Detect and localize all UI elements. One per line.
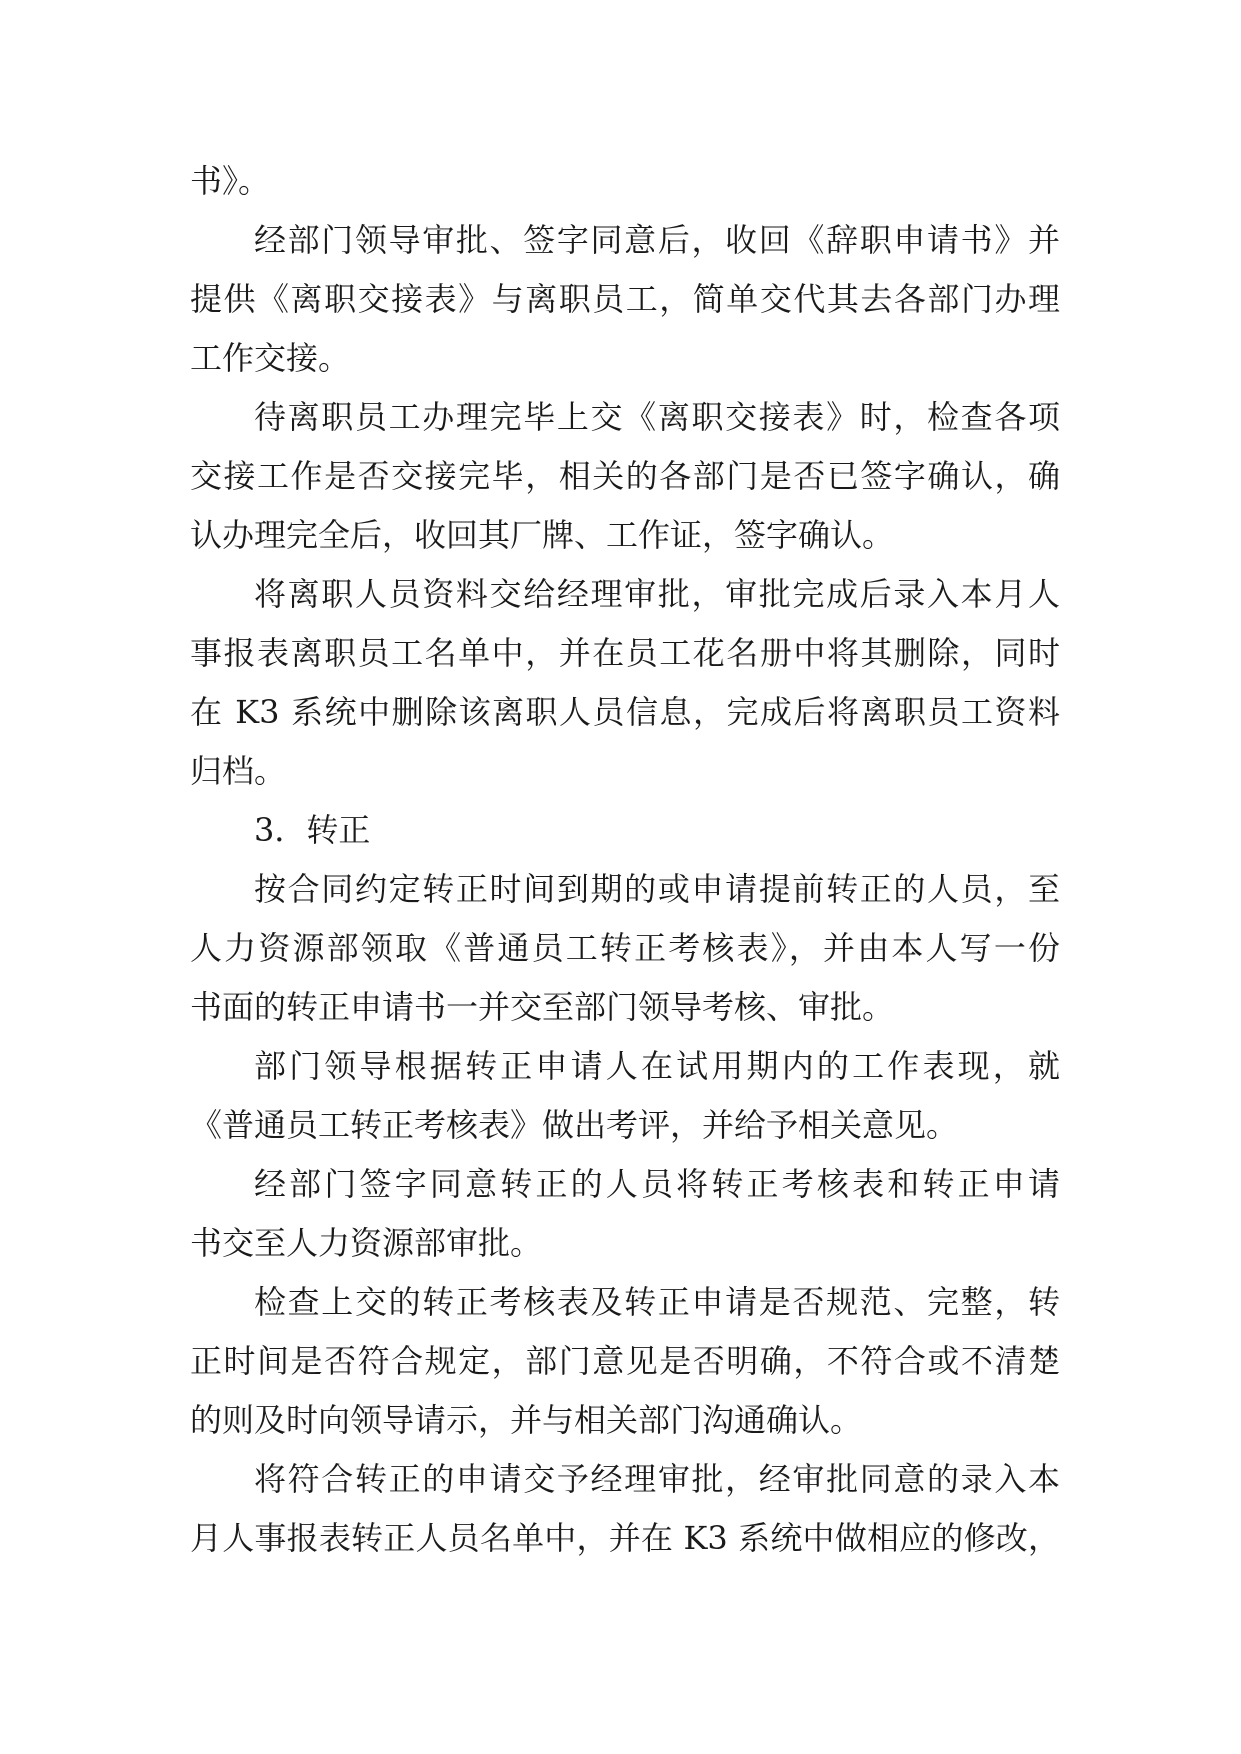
text-line: 正时间是否符合规定，部门意见是否明确，不符合或不清楚 [190,1342,1060,1380]
text-line: 按合同约定转正时间到期的或申请提前转正的人员，至 [254,870,1060,908]
text-line: 将符合转正的申请交予经理审批，经审批同意的录入本 [254,1460,1060,1498]
text-line: 提供《离职交接表》与离职员工，简单交代其去各部门办理 [190,280,1060,318]
text-line: 的则及时向领导请示，并与相关部门沟通确认。 [190,1401,863,1439]
text-line: 归档。 [190,752,287,790]
text-line: 《普通员工转正考核表》做出考评，并给予相关意见。 [190,1106,959,1144]
text-line: 部门领导根据转正申请人在试用期内的工作表现，就 [254,1047,1060,1085]
text-line: 将离职人员资料交给经理审批，审批完成后录入本月人 [254,575,1060,613]
text-line: 经部门签字同意转正的人员将转正考核表和转正申请 [254,1165,1060,1203]
text-line: 在 K3 系统中删除该离职人员信息，完成后将离职员工资料 [190,693,1060,731]
section-heading: 3．转正 [254,811,371,849]
text-line: 事报表离职员工名单中，并在员工花名册中将其删除，同时 [190,634,1060,672]
text-line: 交接工作是否交接完毕，相关的各部门是否已签字确认，确 [190,457,1060,495]
text-line: 经部门领导审批、签字同意后，收回《辞职申请书》并 [254,221,1060,259]
text-line: 认办理完全后，收回其厂牌、工作证，签字确认。 [190,516,895,554]
text-line: 人力资源部领取《普通员工转正考核表》，并由本人写一份 [190,929,1060,967]
text-line: 书交至人力资源部审批。 [190,1224,543,1262]
text-line: 书面的转正申请书一并交至部门领导考核、审批。 [190,988,895,1026]
body-text [190,152,1060,1568]
text-line: 工作交接。 [190,339,351,377]
text-line: 书》。 [190,162,271,200]
text-line: 待离职员工办理完毕上交《离职交接表》时，检查各项 [254,398,1060,436]
text-line: 检查上交的转正考核表及转正申请是否规范、完整，转 [254,1283,1060,1321]
text-line: 月人事报表转正人员名单中，并在 K3 系统中做相应的修改， [190,1519,1060,1557]
